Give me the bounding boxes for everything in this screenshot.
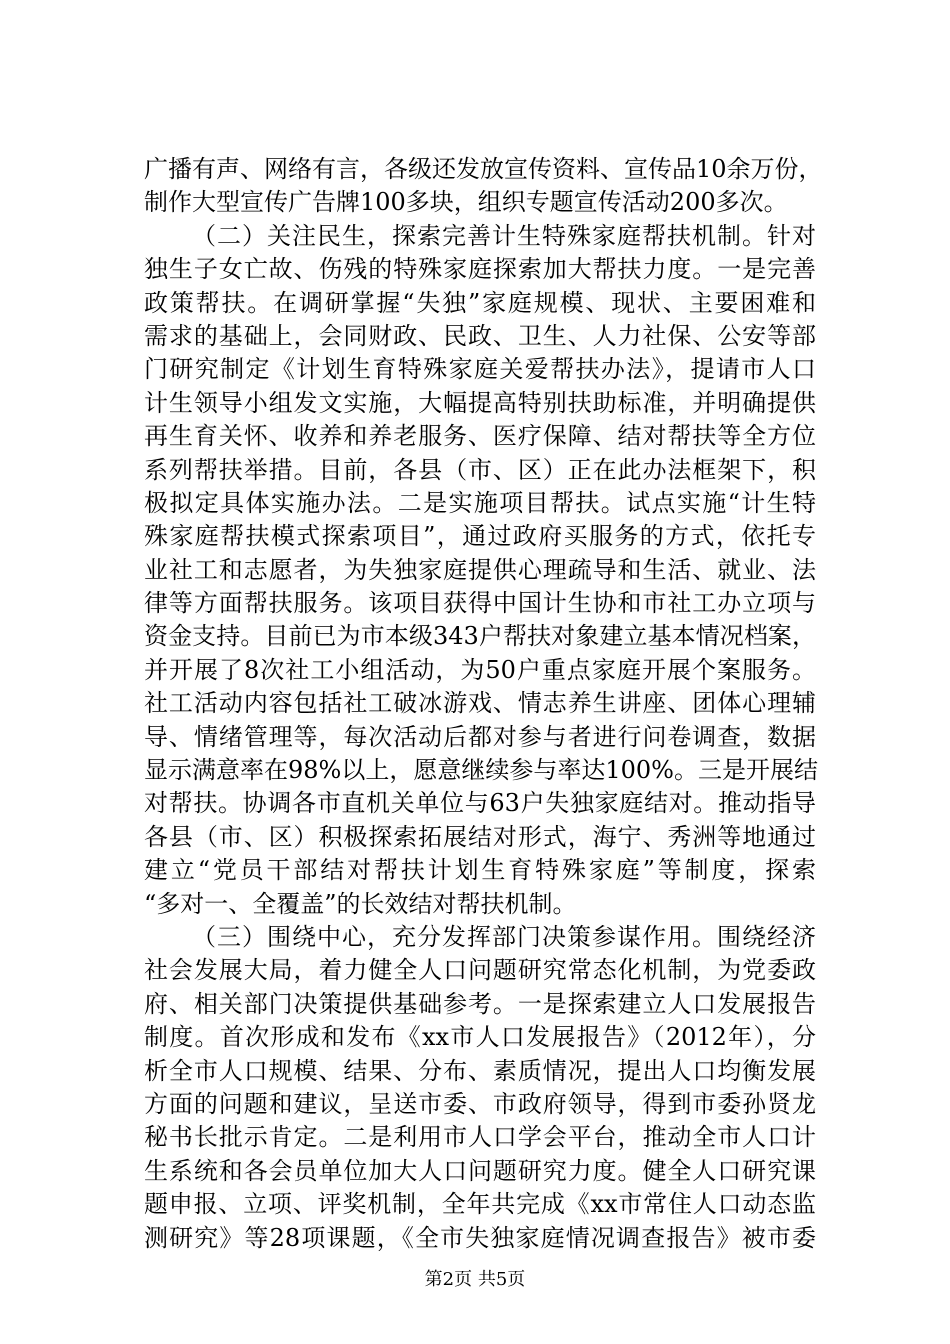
text-line: 系列帮扶举措。目前，各县（市、区）正在此办法框架下，积 <box>144 455 816 484</box>
text-line: 并开展了8次社工小组活动，为50户重点家庭开展个案服务。 <box>144 655 816 684</box>
text-line: 律等方面帮扶服务。该项目获得中国计生协和市社工办立项与 <box>144 589 816 618</box>
text-line: 社工活动内容包括社工破冰游戏、情志养生讲座、团体心理辅 <box>144 689 816 718</box>
text-line: 府、相关部门决策提供基础参考。一是探索建立人口发展报告 <box>144 989 816 1018</box>
document-body <box>144 153 823 1255</box>
text-line: （三）围绕中心，充分发挥部门决策参谋作用。围绕经济 <box>192 922 816 951</box>
text-line: 制作大型宣传广告牌100多块，组织专题宣传活动200多次。 <box>144 188 788 217</box>
text-line: 政策帮扶。在调研掌握“失独”家庭规模、现状、主要困难和 <box>144 288 816 317</box>
text-line: “多对一、全覆盖”的长效结对帮扶机制。 <box>144 889 577 918</box>
text-line: 导、情绪管理等，每次活动后都对参与者进行问卷调查，数据 <box>144 722 816 751</box>
text-line: 殊家庭帮扶模式探索项目”，通过政府买服务的方式，依托专 <box>144 522 816 551</box>
text-line: 再生育关怀、收养和养老服务、医疗保障、结对帮扶等全方位 <box>144 422 816 451</box>
text-line: 显示满意率在98%以上，愿意继续参与率达100%。三是开展结 <box>144 756 818 785</box>
text-line: 需求的基础上，会同财政、民政、卫生、人力社保、公安等部 <box>144 321 816 350</box>
text-line: 计生领导小组发文实施，大幅提高特别扶助标准，并明确提供 <box>144 388 816 417</box>
text-line: 方面的问题和建议，呈送市委、市政府领导，得到市委孙贤龙 <box>144 1089 816 1118</box>
text-line: 资金支持。目前已为市本级343户帮扶对象建立基本情况档案， <box>144 622 816 651</box>
text-line: 各县（市、区）积极探索拓展结对形式，海宁、秀洲等地通过 <box>144 822 816 851</box>
page-footer: 第2页 共5页 <box>424 1269 526 1290</box>
text-line: 业社工和志愿者，为失独家庭提供心理疏导和生活、就业、法 <box>144 555 816 584</box>
text-line: 门研究制定《计划生育特殊家庭关爱帮扶办法》，提请市人口 <box>144 355 816 384</box>
text-line: 题申报、立项、评奖机制，全年共完成《xx市常住人口动态监 <box>144 1190 816 1219</box>
text-line: 秘书长批示肯定。二是利用市人口学会平台，推动全市人口计 <box>144 1123 816 1152</box>
text-line: 社会发展大局，着力健全人口问题研究常态化机制，为党委政 <box>144 956 816 985</box>
text-line: 建立“党员干部结对帮扶计划生育特殊家庭”等制度，探索 <box>144 856 816 885</box>
text-line: 析全市人口规模、结果、分布、素质情况，提出人口均衡发展 <box>144 1056 816 1085</box>
text-line: 制度。首次形成和发布《xx市人口发展报告》（2012年），分 <box>144 1023 816 1052</box>
text-line: 独生子女亡故、伤残的特殊家庭探索加大帮扶力度。一是完善 <box>144 255 816 284</box>
text-line: 对帮扶。协调各市直机关单位与63户失独家庭结对。推动指导 <box>144 789 816 818</box>
text-line: （二）关注民生，探索完善计生特殊家庭帮扶机制。针对 <box>192 221 816 250</box>
text-line: 生系统和各会员单位加大人口问题研究力度。健全人口研究课 <box>144 1156 816 1185</box>
text-line: 测研究》等28项课题，《全市失独家庭情况调查报告》被市委 <box>144 1223 816 1252</box>
text-line: 极拟定具体实施办法。二是实施项目帮扶。试点实施“计生特 <box>144 488 816 517</box>
text-line: 广播有声、网络有言，各级还发放宣传资料、宣传品10余万份， <box>144 155 823 183</box>
